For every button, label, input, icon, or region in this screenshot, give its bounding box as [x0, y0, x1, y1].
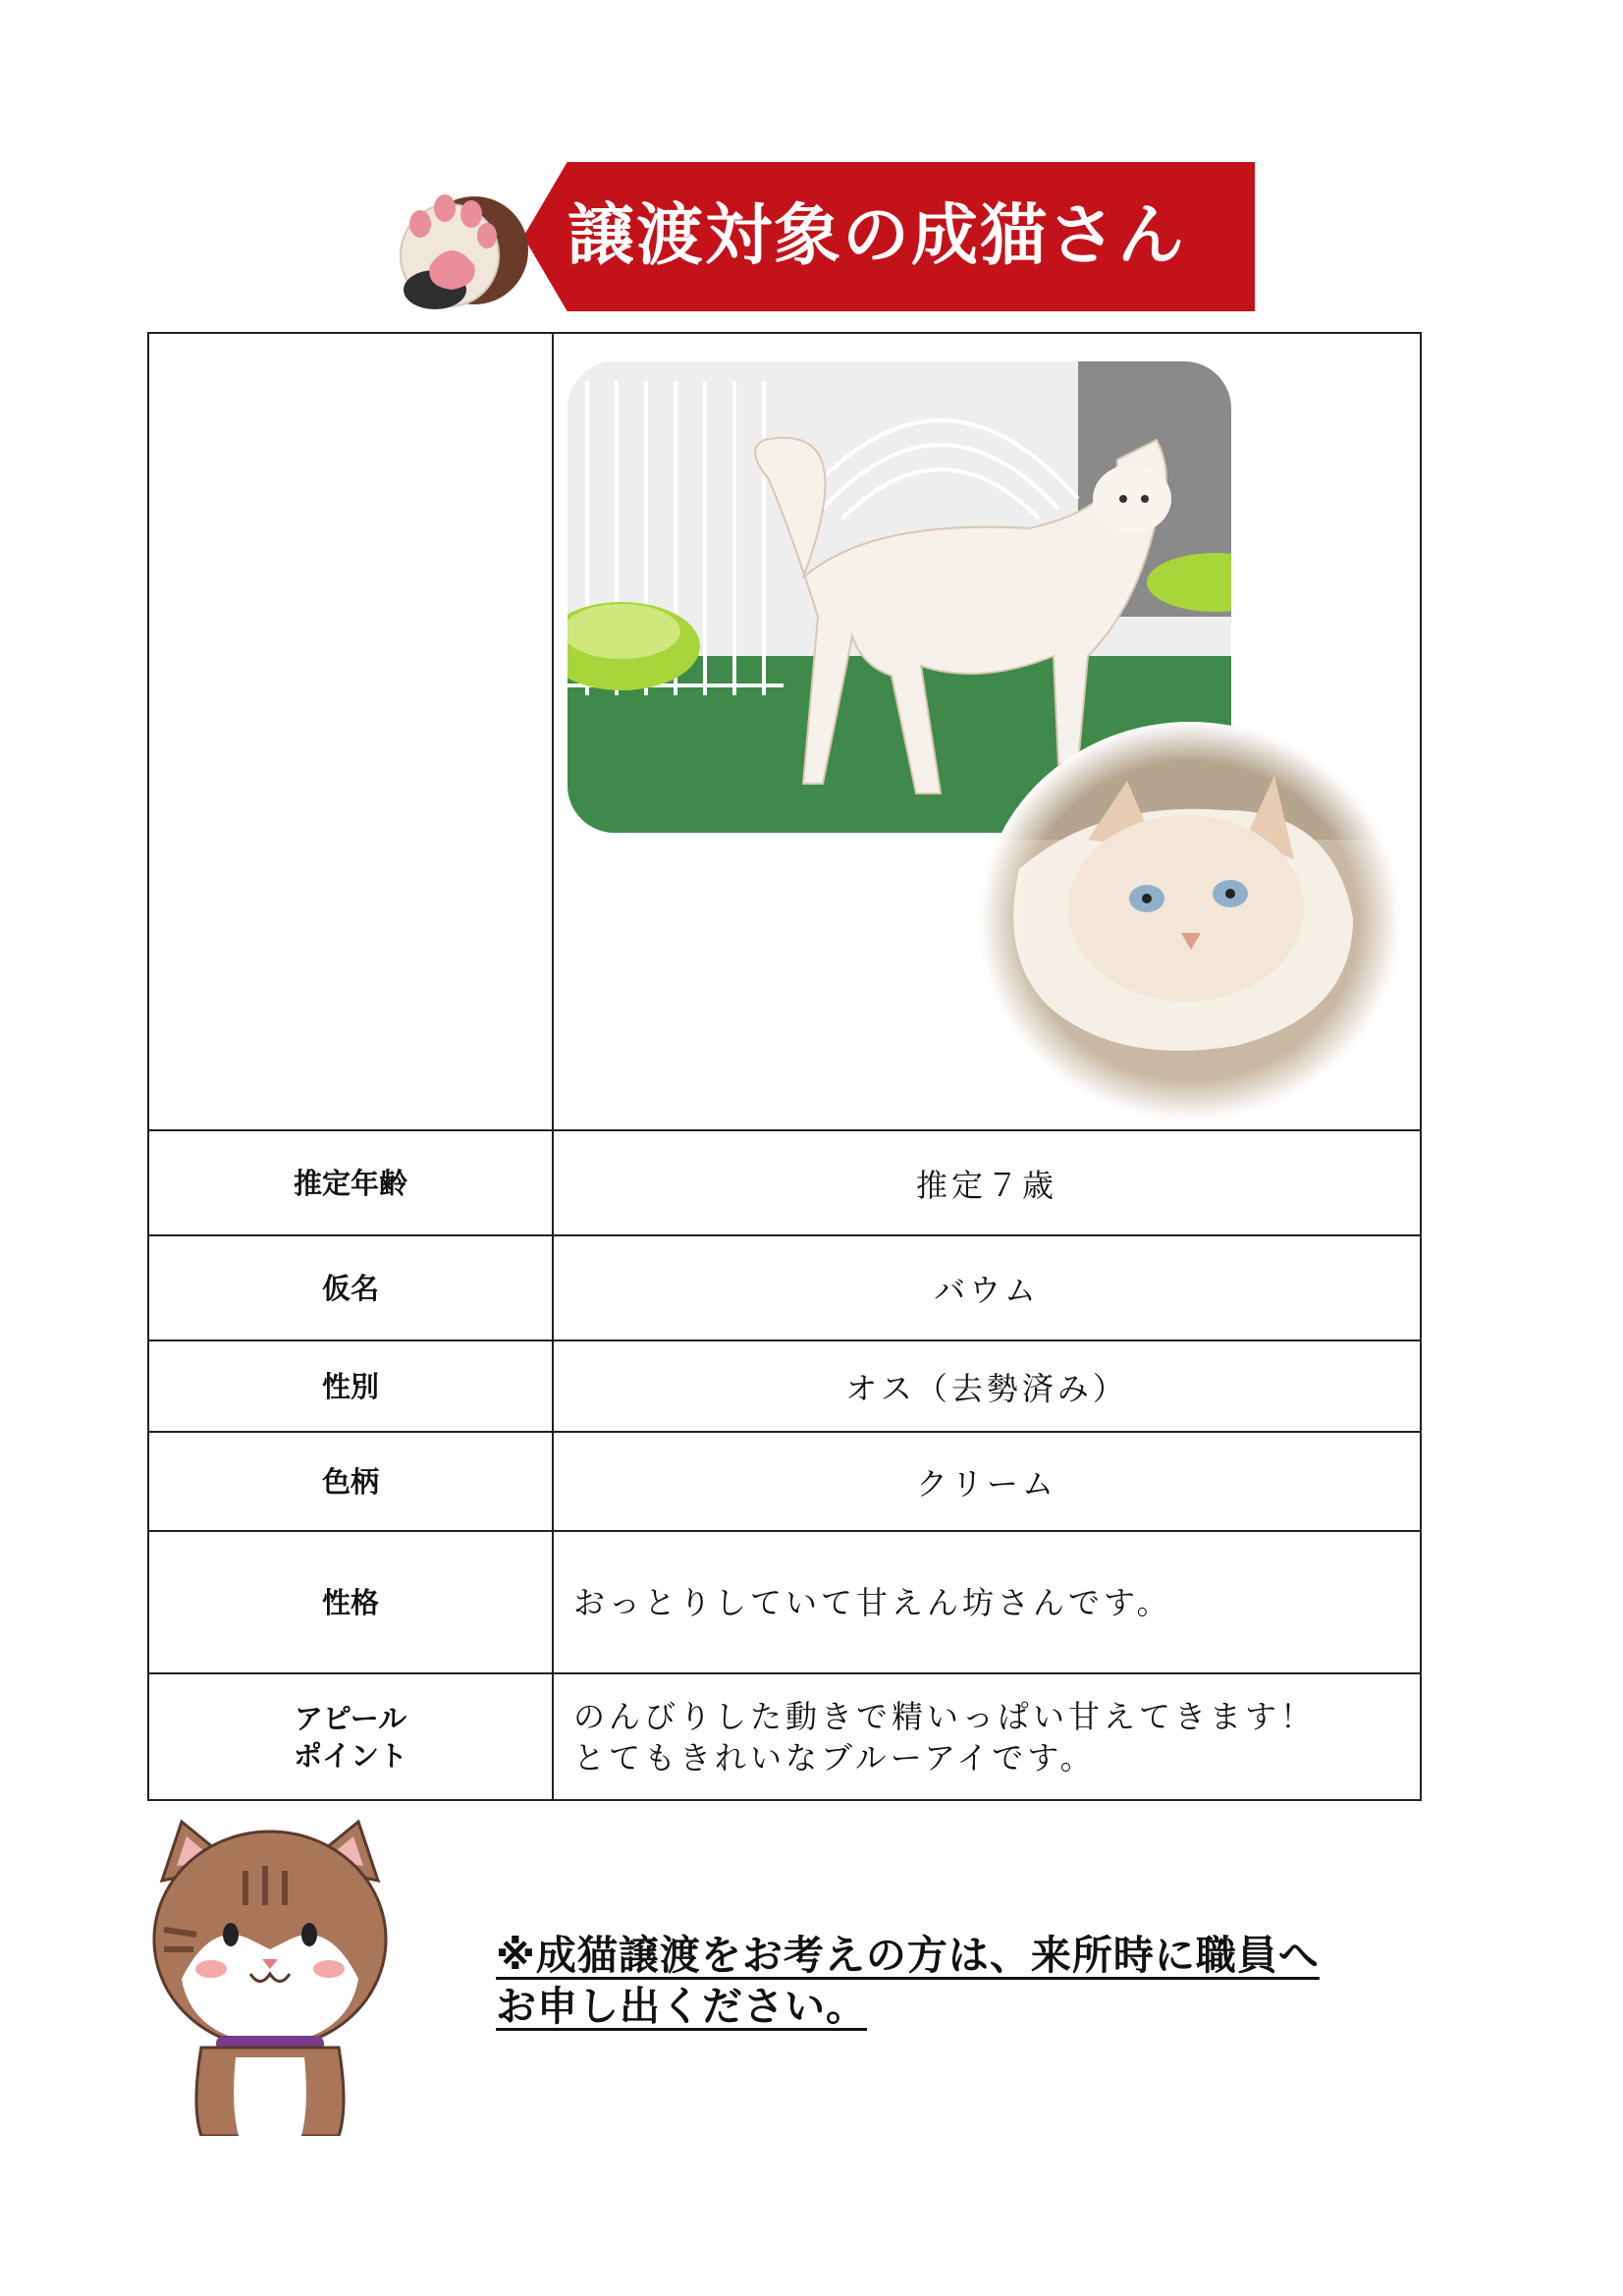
label-appeal: [149, 1674, 552, 1799]
label-sex: 性別: [321, 1369, 379, 1403]
label-color: 色柄: [321, 1464, 379, 1499]
label-appeal-line2: ポイント: [293, 1738, 407, 1773]
footer-line2: お申し出ください。: [496, 1983, 867, 2030]
page-title: 譲渡対象の成猫さん: [568, 197, 1187, 275]
label-personality: 性格: [321, 1585, 379, 1619]
footer-note: [496, 1930, 1448, 2032]
label-age: 推定年齢: [293, 1166, 407, 1200]
appeal-line2: とてもきれいなブルーアイです。: [573, 1738, 1096, 1777]
label-name: 仮名: [321, 1271, 379, 1305]
value-personality: おっとりしていて甘えん坊さんです。: [573, 1583, 1172, 1621]
paw-icon: [381, 167, 538, 314]
value-name: バウム: [934, 1271, 1040, 1309]
appeal-line1: のんびりした動きで精いっぱい甘えてきます！: [573, 1697, 1317, 1735]
cat-illustration: [142, 1812, 398, 2136]
value-sex: オス（去勢済み）: [845, 1369, 1128, 1407]
value-appeal: [554, 1674, 1420, 1799]
value-color: クリーム: [915, 1464, 1057, 1503]
label-appeal-line1: アピール: [294, 1701, 407, 1735]
value-age: 推定７歳: [915, 1166, 1057, 1204]
footer-line1: ※成猫譲渡をお考えの方は、来所時に職員へ: [496, 1932, 1320, 1979]
cat-photo-face: [980, 722, 1400, 1120]
